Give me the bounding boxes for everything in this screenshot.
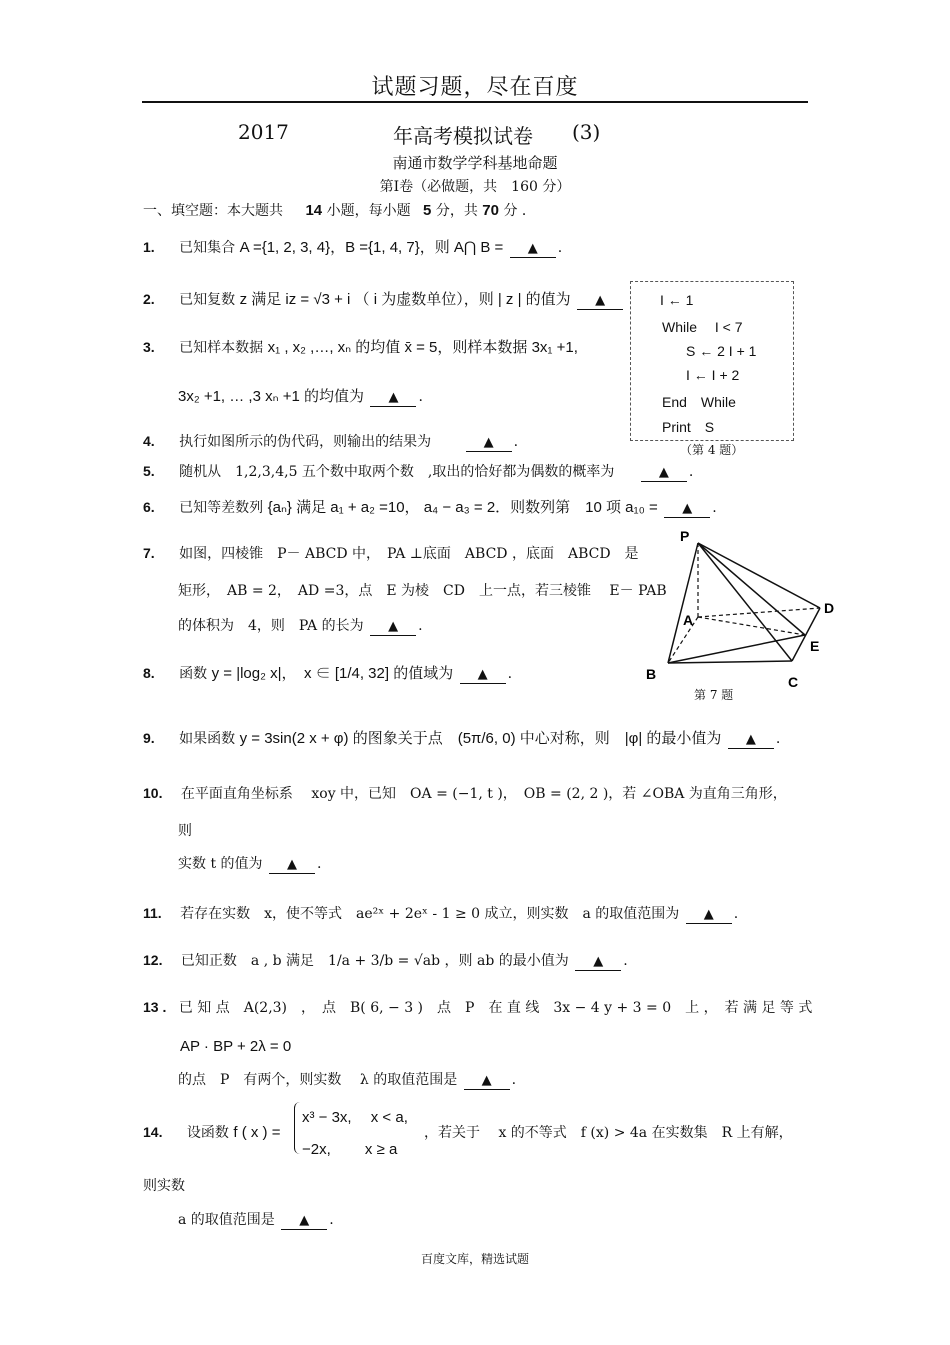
label-E: E <box>810 638 820 654</box>
question-10-line3: 实数 t 的值为 ▲ . <box>178 856 322 872</box>
answer-blank: ▲ <box>641 465 687 482</box>
exam-part: 第Ⅰ卷（必做题，共 160 分） <box>379 179 571 195</box>
question-14: 14. 设函数 f ( x ) = <box>143 1124 281 1141</box>
question-7: 7. 如图，四棱锥 P－ ABCD 中， PA ⊥底面 ABCD ，底面 ABCD 是 <box>143 545 639 562</box>
answer-blank: ▲ <box>370 619 416 636</box>
exam-subtitle: 南通市数学学科基地命题 <box>392 154 558 172</box>
question-8: 8. 函数 y = |log₂ x|， x ∈ [1/4, 32] 的值域为 ▲ . <box>143 665 513 682</box>
page-header-title: 试题习题，尽在百度 <box>371 75 579 100</box>
question-14-line2: 则实数 <box>143 1178 185 1194</box>
answer-blank: ▲ <box>728 732 774 749</box>
question-1: 1. 已知集合 A ={1, 2, 3, 4}，B ={1, 4, 7}，则 A⋂ B = ▲ . <box>143 239 563 256</box>
question-7-line2: 矩形， AB = 2， AD =3，点 E 为棱 CD 上一点，若三棱锥 E－ PAB <box>178 583 667 599</box>
question-13: 13 . 已 知 点 A(2,3) ， 点 B( 6, − 3 ) 点 P 在 直 线 3x − 4 y + 3 = 0 上 ， 若 满 足 等 式 <box>143 999 813 1016</box>
question-6: 6. 已知等差数列 {aₙ} 满足 a₁ + a₂ =10， a₄ − a₃ = 2．则数列第 10 项 a₁₀ = ▲ . <box>143 499 717 516</box>
answer-blank: ▲ <box>466 435 512 452</box>
question-9: 9. 如果函数 y = 3sin(2 x + φ) 的图象关于点 (5π/6, 0) 中心对称，则 |φ| 的最小值为 ▲ . <box>143 730 781 747</box>
header-divider <box>142 101 808 103</box>
section-intro: 一、填空题：本大题共 14 小题，每小题 5 分，共 70 分 ． <box>143 202 536 219</box>
label-B: B <box>646 666 657 682</box>
page-footer: 百度文库，精选试题 <box>420 1252 529 1266</box>
label-D: D <box>824 600 835 616</box>
question-14-tail: ，若关于 x 的不等式 f (x) > 4a 在实数集 R 上有解， <box>424 1125 793 1141</box>
question-2: 2. 已知复数 z 满足 iz = √3 + i （ i 为虚数单位），则 | z | 的值为 ▲ <box>143 288 625 310</box>
question-11: 11. 若存在实数 x，使不等式 ae²ˣ + 2eˣ - 1 ≥ 0 成立，则实数 a 的取值范围为 ▲ . <box>143 905 739 922</box>
exam-year: 2017 <box>238 120 289 144</box>
code-line-1: I ← 1 <box>660 292 694 308</box>
question-13-line3: 的点 P 有两个，则实数 λ 的取值范围是 ▲ . <box>178 1072 517 1088</box>
question-10-line2: 则 <box>178 823 192 839</box>
question-3-line2: 3x₂ +1, … ,3 xₙ +1 的均值为 ▲ . <box>178 388 423 405</box>
answer-blank: ▲ <box>370 390 416 407</box>
answer-blank: ▲ <box>460 667 506 684</box>
figure-4-caption: （第 4 题） <box>680 443 744 457</box>
answer-blank: ▲ <box>686 907 732 924</box>
piecewise-case-2: −2x, x ≥ a <box>302 1141 398 1158</box>
question-13-line2: AP · BP + 2λ = 0 <box>180 1038 292 1055</box>
code-line-5: End While <box>662 394 736 410</box>
question-4: 4. 执行如图所示的伪代码，则输出的结果为 ▲ . <box>143 433 519 450</box>
question-10: 10. 在平面直角坐标系 xoy 中，已知 OA = (−1, t )， OB = (2, 2 )，若 ∠OBA 为直角三角形， <box>143 785 787 802</box>
answer-blank: ▲ <box>464 1073 510 1090</box>
question-12: 12. 已知正数 a , b 满足 1/a + 3/b = √ab ，则 ab 的最小值为 ▲ . <box>143 952 628 969</box>
label-C: C <box>788 674 799 690</box>
code-line-2: While I < 7 <box>662 319 743 335</box>
answer-blank: ▲ <box>577 293 623 310</box>
answer-blank: ▲ <box>269 857 315 874</box>
label-P: P <box>680 528 690 544</box>
code-line-4: I ← I + 2 <box>686 367 740 383</box>
label-A: A <box>683 612 694 628</box>
figure-7-caption: 第 7 题 <box>694 688 734 702</box>
exam-title: 年高考模拟试卷 <box>393 124 533 148</box>
answer-blank: ▲ <box>510 241 556 258</box>
code-line-6: Print S <box>662 419 715 435</box>
question-5: 5. 随机从 1,2,3,4,5 五个数中取两个数 ,取出的恰好都为偶数的概率为 ▲ . <box>143 463 694 480</box>
pyramid-figure <box>640 525 840 705</box>
answer-blank: ▲ <box>575 954 621 971</box>
question-3: 3. 已知样本数据 x₁ , x₂ ,…, xₙ 的均值 x̄ = 5，则样本数据 3x₁ +1, <box>143 339 578 356</box>
piecewise-brace <box>294 1102 301 1154</box>
piecewise-case-1: x³ − 3x, x < a, <box>302 1109 408 1126</box>
answer-blank: ▲ <box>664 501 710 518</box>
question-14-line3: a 的取值范围是 ▲ . <box>178 1212 334 1228</box>
question-7-line3: 的体积为 4，则 PA 的长为 ▲ . <box>178 618 423 634</box>
answer-blank: ▲ <box>281 1213 327 1230</box>
exam-number: (3) <box>572 120 601 144</box>
code-line-3: S ← 2 I + 1 <box>686 343 757 359</box>
